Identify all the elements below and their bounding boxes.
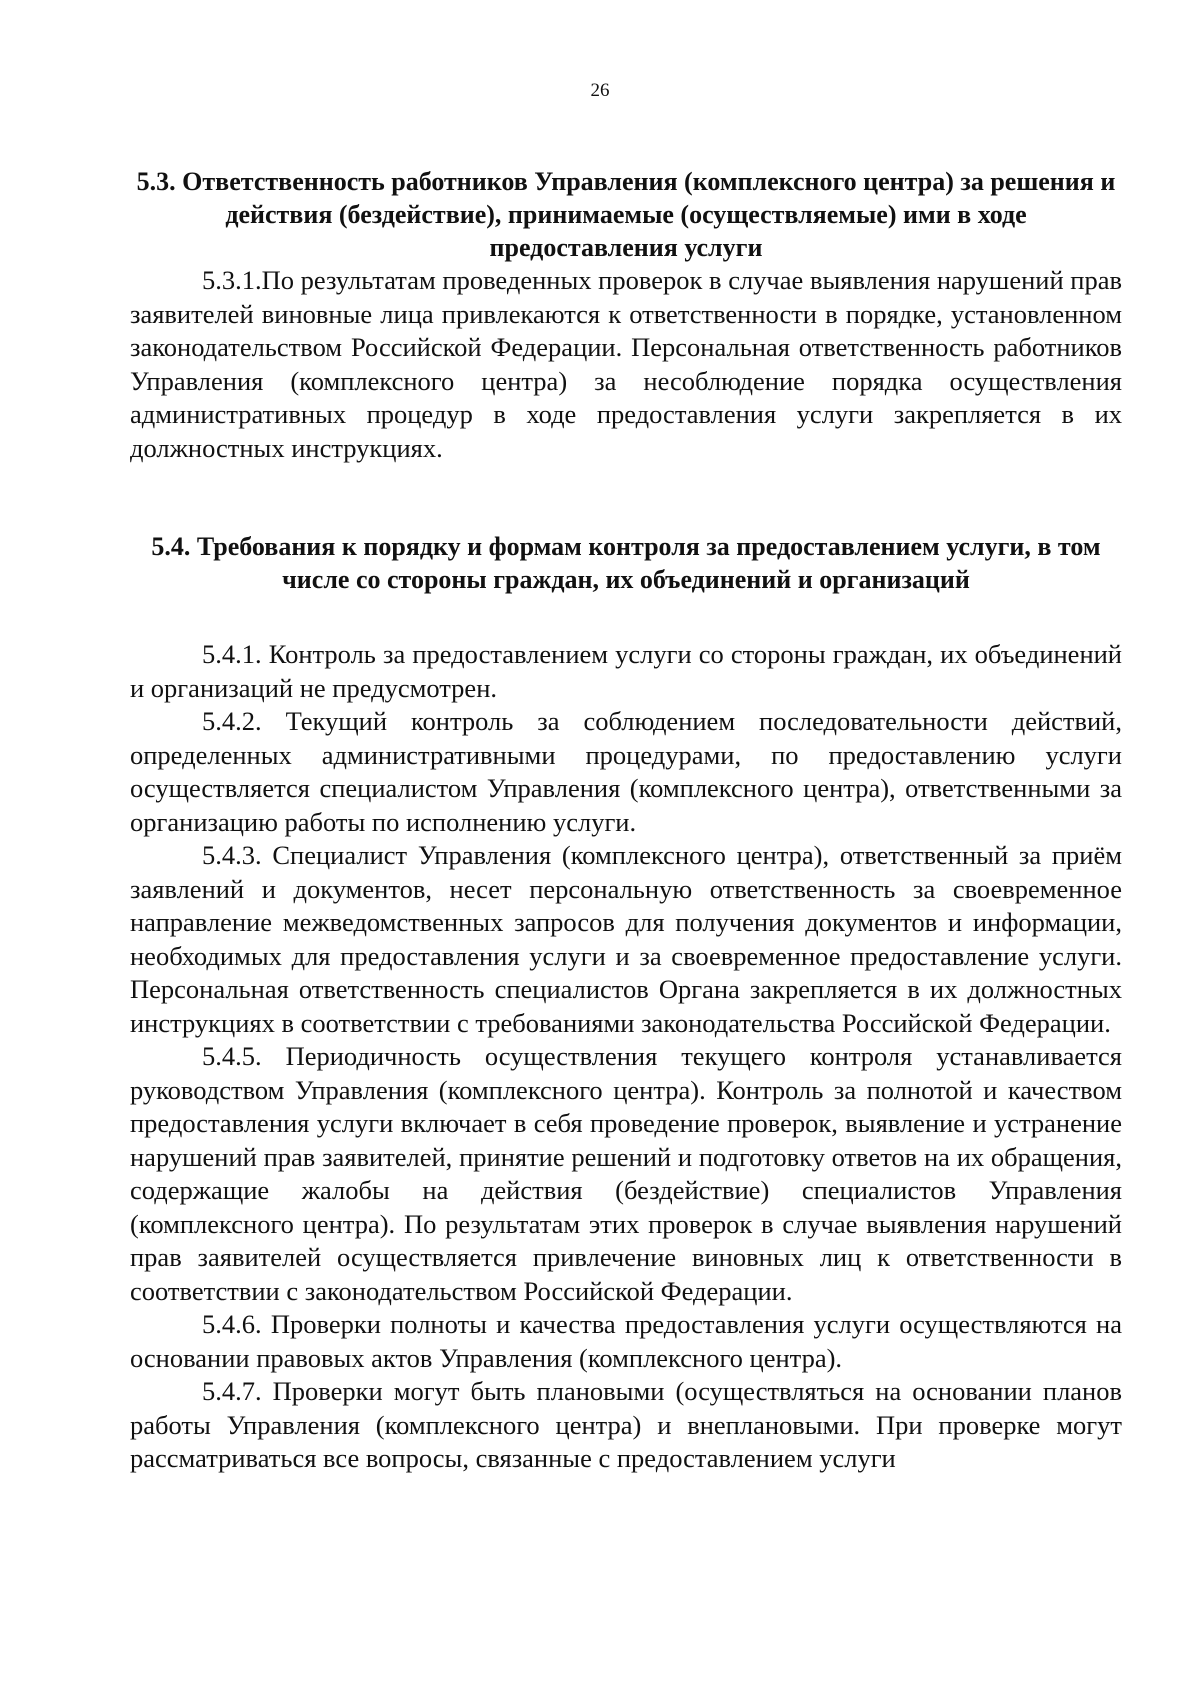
- paragraph-5-4-7: 5.4.7. Проверки могут быть плановыми (осуществляться на основании планов работы Управления (комплексного центра) и внеплановыми. При проверке могут рассматриваться все вопросы, связанные с предоставлением услуги: [130, 1376, 1122, 1473]
- paragraph-5-3-1: 5.3.1.По результатам проведенных проверок в случае выявления нарушений прав заявителей виновные лица привлекаются к ответственности в порядке, установленном законодательством Российской Федерации. Персональная ответственность работников Управления (комплексного центра) за несоблюдение порядка осуществления административных процедур в ходе предоставления услуги закрепляется в их должностных инструкциях.: [130, 265, 1122, 463]
- paragraph-5-4-5: 5.4.5. Периодичность осуществления текущего контроля устанавливается руководством Управления (комплексного центра). Контроль за полнотой и качеством предоставления услуги включает в себя проведение проверок, выявление и устранение нарушений прав заявителей, принятие решений и подготовку ответов на их обращения, содержащие жалобы на действия (бездействие) специалистов Управления (комплексного центра). По результатам этих проверок в случае выявления нарушений прав заявителей осуществляется привлечение виновных лиц к ответственности в соответствии с законодательством Российской Федерации.: [130, 1041, 1122, 1306]
- section-5-4-heading: [130, 530, 1122, 596]
- section-5-4-body: [130, 638, 1122, 1476]
- section-5-3-title: 5.3. Ответственность работников Управления (комплексного центра) за решения и действия (бездействие), принимаемые (осуществляемые) ими в ходе предоставления услуги: [136, 167, 1116, 262]
- paragraph-5-4-1: 5.4.1. Контроль за предоставлением услуги со стороны граждан, их объединений и организаций не предусмотрен.: [130, 639, 1122, 703]
- paragraph-5-4-3: 5.4.3. Специалист Управления (комплексного центра), ответственный за приём заявлений и документов, несет персональную ответственность за своевременное направление межведомственных запросов для получения документов и информации, необходимых для предоставления услуги и за своевременное предоставление услуги. Персональная ответственность специалистов Органа закрепляется в их должностных инструкциях в соответствии с требованиями законодательства Российской Федерации.: [130, 840, 1122, 1038]
- paragraph-5-4-6: 5.4.6. Проверки полноты и качества предоставления услуги осуществляются на основании правовых актов Управления (комплексного центра).: [130, 1309, 1122, 1373]
- paragraph-5-4-2: 5.4.2. Текущий контроль за соблюдением последовательности действий, определенных административными процедурами, по предоставлению услуги осуществляется специалистом Управления (комплексного центра), ответственными за организацию работы по исполнению услуги.: [130, 706, 1122, 837]
- page-number: 26: [590, 80, 610, 101]
- section-5-4-title: 5.4. Требования к порядку и формам контроля за предоставлением услуги, в том числе со стороны граждан, их объединений и организаций: [151, 532, 1101, 594]
- section-5-3: [130, 165, 1122, 465]
